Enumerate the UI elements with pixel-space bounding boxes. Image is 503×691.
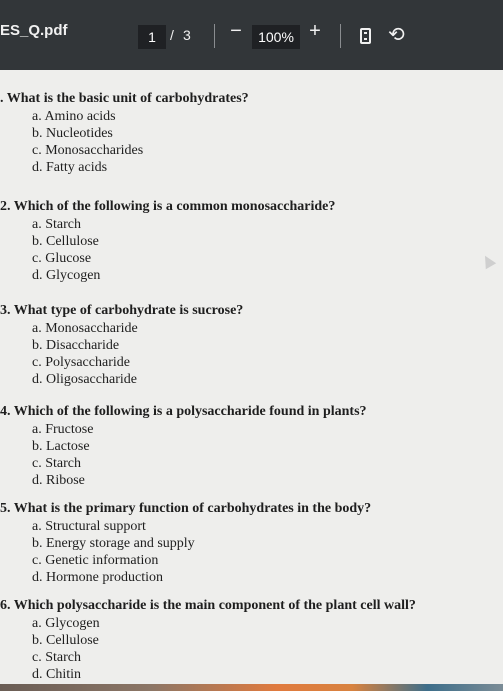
option: b. Lactose [32,439,90,454]
option: d. Glycogen [32,268,101,283]
option: a. Structural support [32,519,146,534]
current-page-input[interactable]: 1 [138,25,166,49]
plus-icon[interactable]: + [309,20,321,42]
option: a. Starch [32,217,81,232]
options-list [0,518,503,586]
option: c. Starch [32,650,81,665]
bottom-edge-strip [0,684,503,691]
option: a. Amino acids [32,109,116,124]
question-4 [0,403,503,489]
pdf-toolbar [0,0,503,70]
fit-to-page-icon[interactable] [360,28,371,44]
toolbar-divider [340,24,341,48]
rotate-icon[interactable]: ⟲ [388,24,405,46]
minus-icon[interactable]: − [230,20,242,42]
page-separator: / [170,27,174,43]
option: c. Glucose [32,251,92,266]
question-text: 5. What is the primary function of carbohydrates in the body? [0,501,372,516]
option: d. Ribose [32,473,85,488]
option: d. Chitin [32,667,82,682]
options-list [0,216,503,284]
option: c. Polysaccharide [32,355,130,370]
question-text: 6. Which polysaccharide is the main component of the plant cell wall? [0,598,416,613]
option: a. Monosaccharide [32,321,138,336]
document-title: ES_Q.pdf [0,22,68,39]
options-list [0,615,503,683]
question-3 [0,302,503,388]
options-list [0,108,503,176]
options-list [0,421,503,489]
option: b. Energy storage and supply [32,536,195,551]
question-text: 3. What type of carbohydrate is sucrose? [0,303,244,318]
option: d. Oligosaccharide [32,372,137,387]
question-1 [0,90,503,176]
option: d. Hormone production [32,570,164,585]
options-list [0,320,503,388]
option: c. Monosaccharides [32,143,144,158]
zoom-level-input[interactable]: 100% [252,25,300,49]
question-text: 4. Which of the following is a polysaccharide found in plants? [0,404,367,419]
option: b. Cellulose [32,633,99,648]
question-text: 2. Which of the following is a common monosaccharide? [0,199,336,214]
option: c. Starch [32,456,81,471]
question-6 [0,597,503,683]
toolbar-divider [214,24,215,48]
question-2 [0,198,503,284]
option: c. Genetic information [32,553,159,568]
option: a. Fructose [32,422,94,437]
question-text: . What is the basic unit of carbohydrates? [0,91,249,106]
option: b. Disaccharide [32,338,120,353]
option: b. Cellulose [32,234,99,249]
option: b. Nucleotides [32,126,113,141]
option: d. Fatty acids [32,160,108,175]
pdf-page [0,70,503,691]
total-pages: 3 [183,27,191,43]
question-5 [0,500,503,586]
option: a. Glycogen [32,616,100,631]
